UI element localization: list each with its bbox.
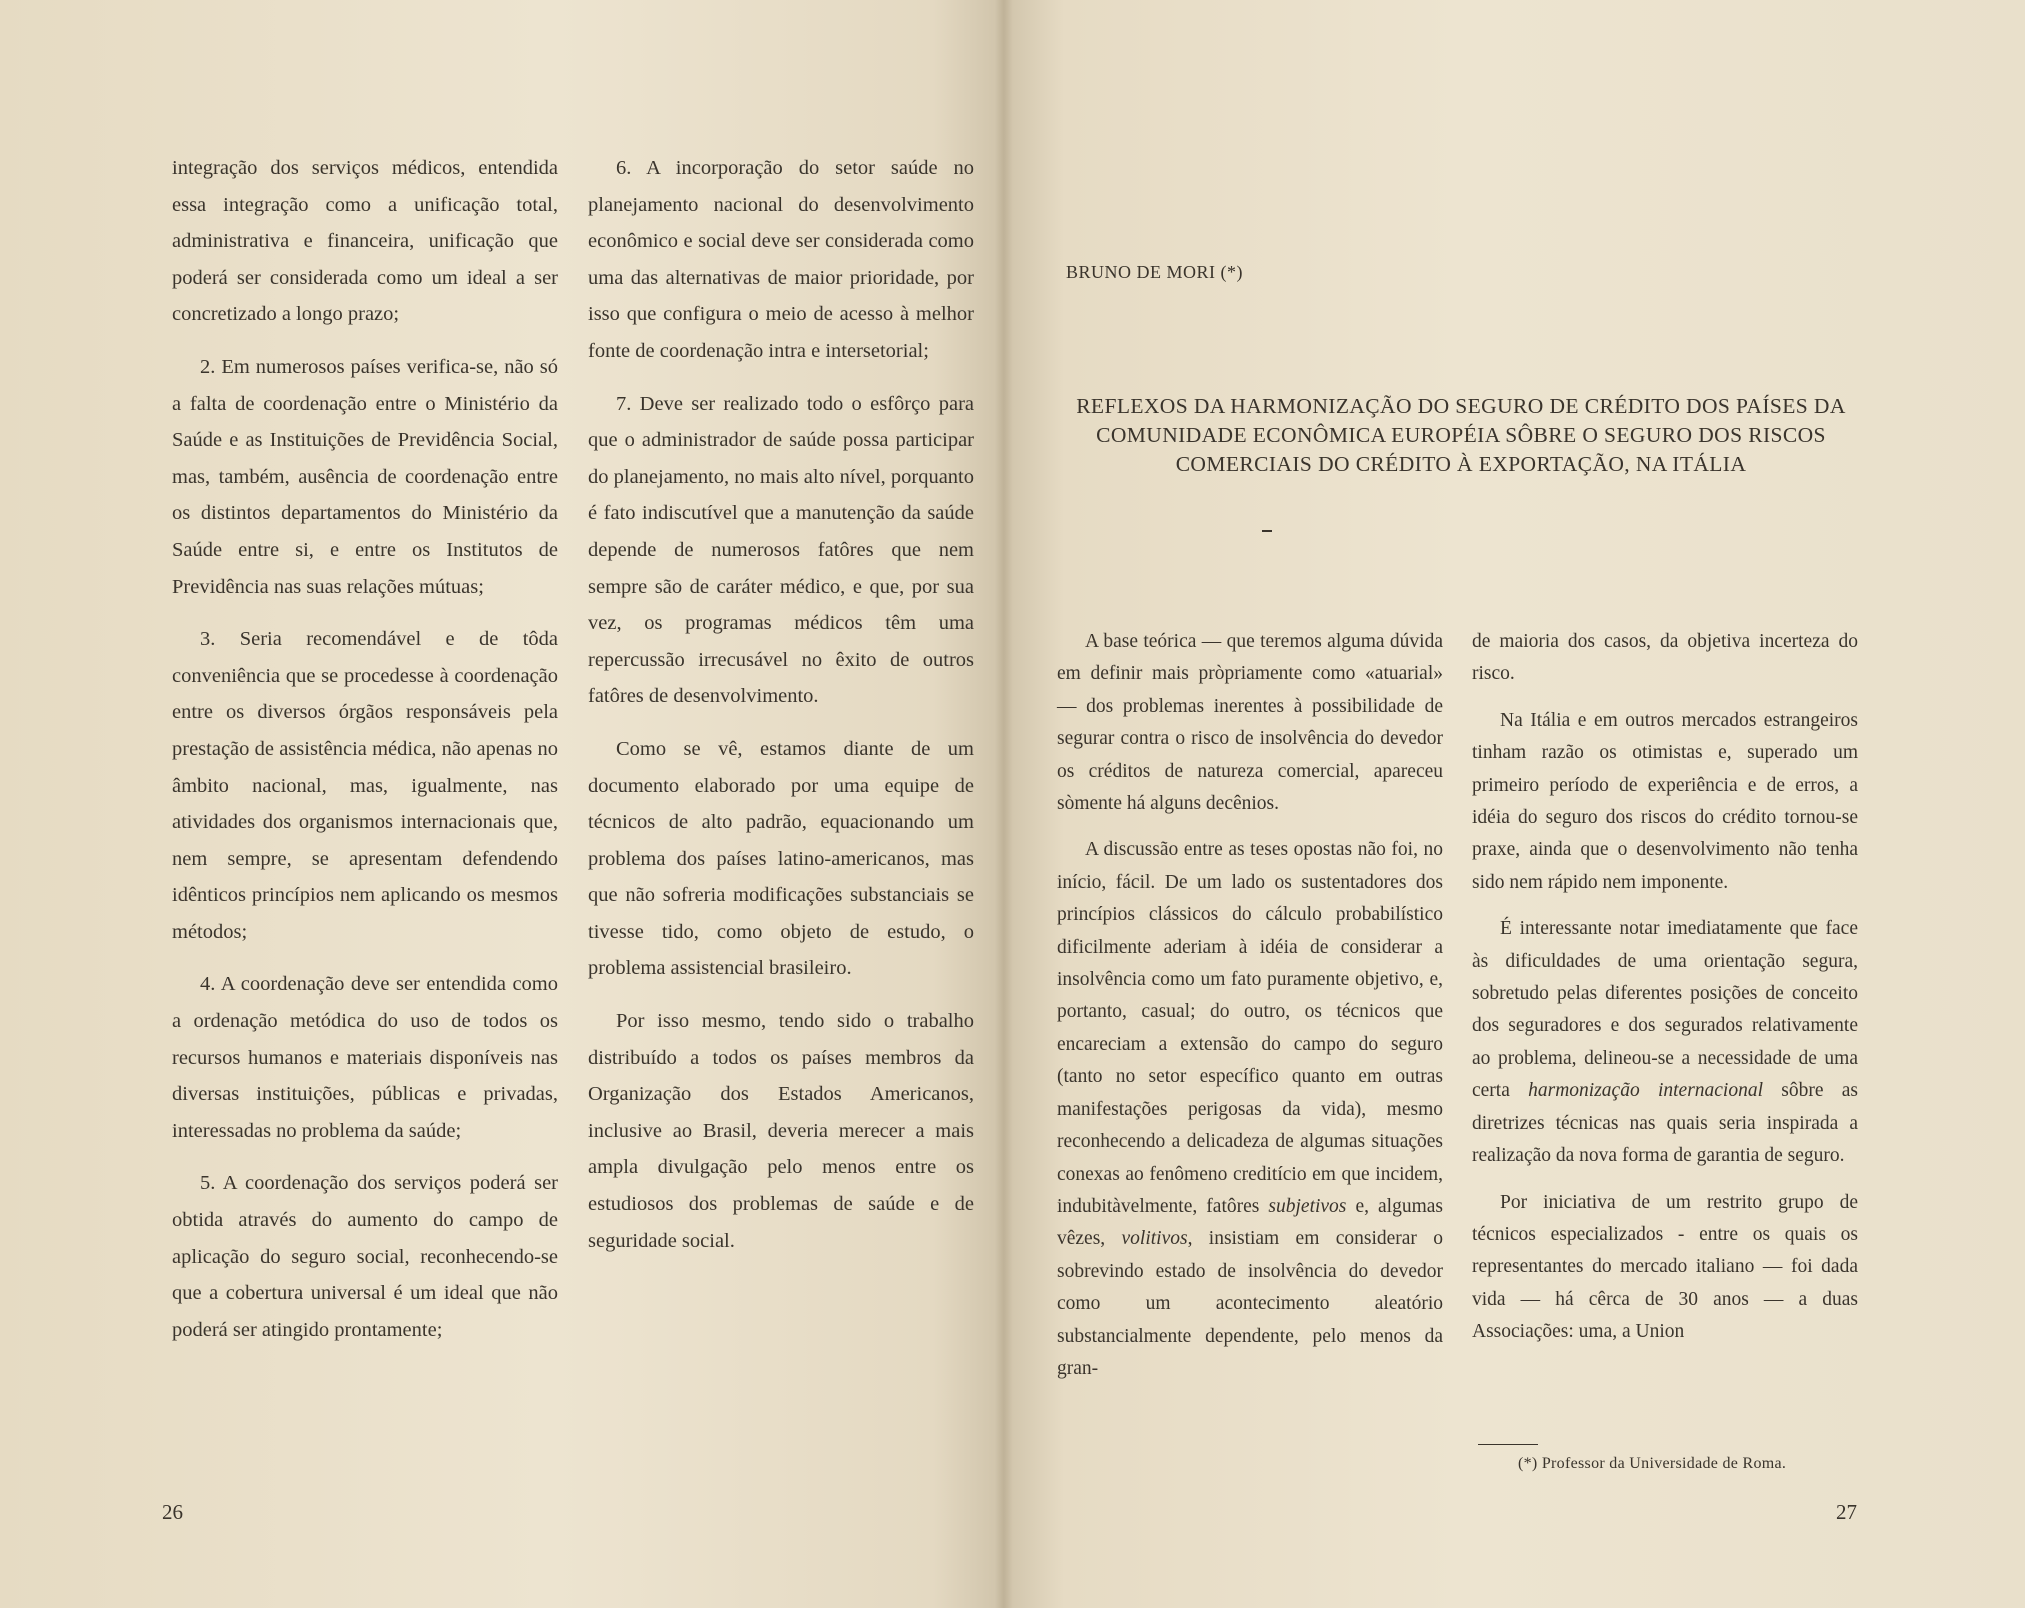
title-separator bbox=[1262, 530, 1272, 532]
left-column-2 bbox=[588, 150, 974, 1275]
paragraph: 6. A incorporação do setor saúde no planejamento nacional do desenvolvimento econômico e social deve ser considerada como uma das alternativas de maior prioridade, por isso que configura o meio de acesso à melhor fonte de coordenação intra e intersetorial; bbox=[588, 157, 974, 362]
footnote: (*) Professor da Universidade de Roma. bbox=[1518, 1455, 1787, 1472]
paragraph: Por isso mesmo, tendo sido o trabalho distribuído a todos os países membros da Organização dos Estados Americanos, inclusive ao Brasil, deveria merecer a mais ampla divulgação pelo menos entre os estudiosos dos problemas de saúde e de seguridade social. bbox=[588, 1010, 974, 1252]
book-gutter bbox=[995, 0, 1013, 1608]
paragraph: de maioria dos casos, da objetiva incerteza do risco. bbox=[1472, 631, 1858, 685]
paragraph: integração dos serviços médicos, entendida essa integração como a unificação total, administrativa e financeira, unificação que poderá ser considerada como um ideal a ser concretizado a longo prazo; bbox=[172, 157, 558, 326]
article-title: REFLEXOS DA HARMONIZAÇÃO DO SEGURO DE CRÉDITO DOS PAÍSES DA COMUNIDADE ECONÔMICA EUROPÉIA SÔBRE O SEGURO DOS RISCOS COMERCIAIS DO CRÉDITO À EXPORTAÇÃO, NA ITÁLIA bbox=[1076, 394, 1846, 476]
paragraph: 2. Em numerosos países verifica-se, não só a falta de coordenação entre o Ministério da Saúde e as Instituições de Previdência Social, mas, também, ausência de coordenação entre os distintos departamentos do Ministério da Saúde entre si, e entre os Institutos de Previdência nas suas relações mútuas; bbox=[172, 355, 558, 598]
paragraph-text: É interessante notar imediatamente que face às dificuldades de uma orientação segura, sobretudo pelas diferentes posições de conceito dos seguradores e dos segurados relativamente ao problema, delineou-se a necessidade de uma certa bbox=[1472, 918, 1858, 1102]
page-number-right: 27 bbox=[1836, 1500, 1857, 1524]
paragraph: 3. Seria recomendável e de tôda conveniência que se procedesse à coordenação entre os diversos órgãos responsáveis pela prestação de assistência médica, não apenas no âmbito nacional, mas, igualmente, nas atividades dos organismos internacionais que, nem sempre, se apresentam defendendo idênticos princípios nem aplicando os mesmos métodos; bbox=[172, 628, 558, 943]
paragraph: A discussão entre as teses opostas não foi, no início, fácil. De um lado os sustentadores dos princípios clássicos do cálculo probabilístico dificilmente aderiam à idéia de considerar a insolvência como um fato puramente objetivo, e, portanto, casual; do outro, os técnicos que encareciam a extensão do campo do seguro (tanto no setor específico quanto em outras manifestações perigosas da vida), mesmo reconhecendo a delicadeza de algumas situações conexas ao fenômeno creditício em que incidem, indubitàvelmente, fatôres subjetivos e, algumas vêzes, volitivos, insistiam em considerar o sobrevindo estado de insolvência do devedor como um acontecimento aleatório substancialmente dependente, pelo menos da gran- bbox=[1057, 839, 1444, 1379]
left-column-1 bbox=[172, 150, 558, 1364]
paragraph-text: A discussão entre as teses opostas não foi, no início, fácil. De um lado os sustentadores dos princípios clássicos do cálculo probabilístico dificilmente aderiam à idéia de considerar a insolvência como um fato puramente objetivo, e, portanto, casual; do outro, os técnicos que encareciam a extensão do campo do seguro (tanto no setor específico quanto em outras manifestações perigosas da vida), mesmo reconhecendo a delicadeza de algumas situações conexas ao fenômeno creditício em que incidem, indubitàvelmente, fatôres bbox=[1057, 839, 1443, 1217]
italic-term: harmonização internacional bbox=[1528, 1080, 1764, 1102]
paragraph: 7. Deve ser realizado todo o esfôrço para que o administrador de saúde possa participar do planejamento, no mais alto nível, porquanto é fato indiscutível que a manutenção da saúde depende de numerosos fatôres que nem sempre são de caráter médico, e que, por sua vez, os programas médicos têm uma repercussão irrecusável no êxito de outros fatôres de desenvolvimento. bbox=[588, 392, 974, 708]
footnote-rule bbox=[1478, 1444, 1538, 1445]
paragraph: 4. A coordenação deve ser entendida como a ordenação metódica do uso de todos os recursos humanos e materiais disponíveis nas diversas instituições, públicas e privadas, interessadas no problema da saúde; bbox=[172, 973, 558, 1142]
paragraph: 5. A coordenação dos serviços poderá ser obtida através do aumento do campo de aplicação do seguro social, reconhecendo-se que a cobertura universal é um ideal que não poderá ser atingido prontamente; bbox=[172, 1172, 558, 1341]
article-author: BRUNO DE MORI (*) bbox=[1066, 262, 1243, 282]
paragraph: Como se vê, estamos diante de um documento elaborado por uma equipe de técnicos de alto padrão, equacionando um problema dos países latino-americanos, mas que não sofreria modificações substanciais se tivesse tido, como objeto de estudo, o problema assistencial brasileiro. bbox=[588, 737, 974, 980]
right-column-2 bbox=[1472, 626, 1858, 1363]
paragraph bbox=[1472, 913, 1858, 1172]
paragraph: Na Itália e em outros mercados estrangeiros tinham razão os otimistas e, superado um primeiro período de experiência e de erros, a idéia do seguro dos riscos do crédito tornou-se praxe, ainda que o desenvolvimento não tenha sido nem rápido nem imponente. bbox=[1472, 709, 1858, 893]
paragraph: A base teórica — que teremos alguma dúvida em definir mais pròpriamente como «atuarial» — dos problemas inerentes à possibilidade de segurar contra o risco de insolvência do devedor os créditos de natureza comercial, apareceu sòmente há alguns decênios. bbox=[1057, 631, 1443, 815]
right-column-1 bbox=[1057, 626, 1443, 1399]
page-number-left: 26 bbox=[162, 1500, 183, 1524]
italic-term: subjetivos bbox=[1268, 1195, 1347, 1217]
paragraph: Por iniciativa de um restrito grupo de técnicos especializados - entre os quais os representantes do mercado italiano — foi dada vida — há cêrca de 30 anos — a duas Associações: uma, a Union bbox=[1472, 1191, 1858, 1343]
paragraph-text: sôbre as diretrizes técnicas nas quais seria inspirada a realização da nova forma de garantia de seguro. bbox=[1472, 1080, 1858, 1167]
italic-term: volitivos bbox=[1121, 1228, 1188, 1250]
